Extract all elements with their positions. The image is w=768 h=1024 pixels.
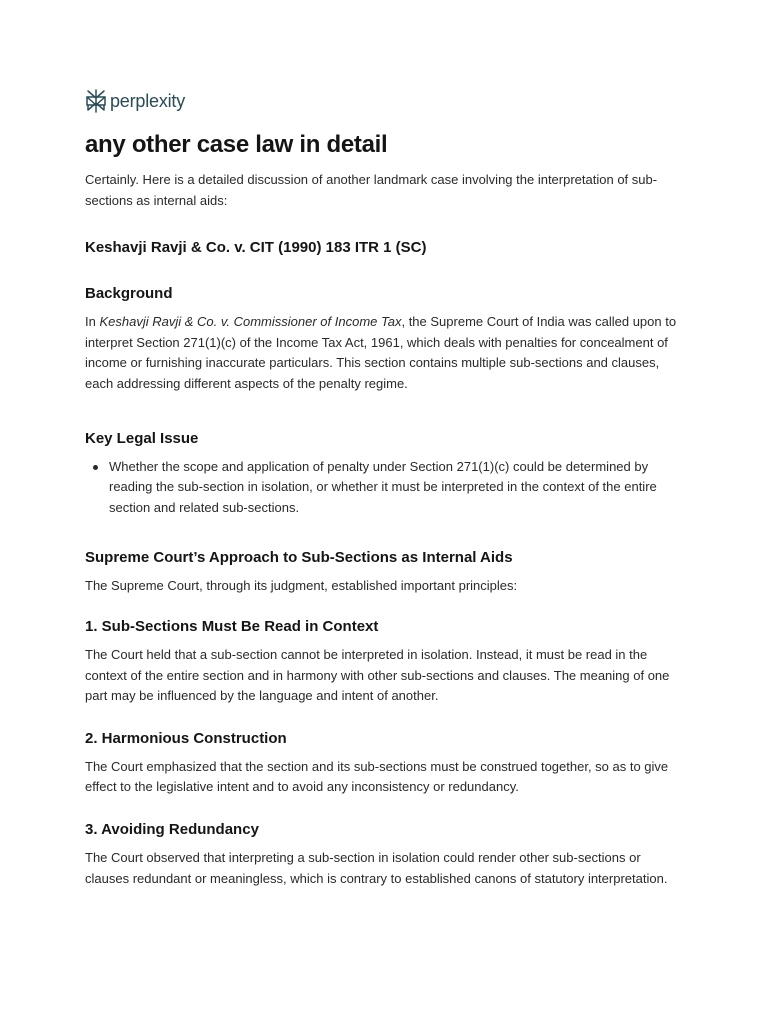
key-issue-heading: Key Legal Issue <box>85 429 199 447</box>
approach-paragraph: The Supreme Court, through its judgment, established important principles: <box>85 578 518 594</box>
principle-1-paragraph: The Court held that a sub-section cannot be interpreted in isolation. Instead, it must be read in the context of the entire section and in harmony with other sub-sections and clauses. The meaning of one part may be influenced by the language and intent of another. <box>85 646 670 704</box>
case-title: Keshavji Ravji & Co. v. CIT (1990) 183 ITR 1 (SC) <box>85 239 427 257</box>
bullet-dot <box>93 465 98 470</box>
key-issue-list <box>85 457 685 519</box>
background-lead: In <box>85 314 100 330</box>
background-paragraph <box>85 312 685 394</box>
principle-1-heading: 1. Sub-Sections Must Be Read in Context <box>85 617 379 635</box>
case-name-italic: Keshavji Ravji & Co. v. Commissioner of Income Tax <box>99 314 402 330</box>
principle-2-paragraph: The Court emphasized that the section and its sub-sections must be construed together, so as to give effect to the legislative intent and to avoid any inconsistency or redundancy. <box>85 758 669 795</box>
intro-paragraph: Certainly. Here is a detailed discussion of another landmark case involving the interpretation of sub-sections as internal aids: <box>85 172 658 208</box>
principle-2-heading: 2. Harmonious Construction <box>85 729 287 747</box>
document-page <box>85 88 685 889</box>
page-title: any other case law in detail <box>85 131 388 158</box>
perplexity-logo-icon <box>85 89 107 113</box>
principle-3-paragraph: The Court observed that interpreting a sub-section in isolation could render other sub-sections or clauses redundant or meaningless, which is contrary to established canons of statutory interpretation. <box>85 849 668 886</box>
principle-3-heading: 3. Avoiding Redundancy <box>85 820 259 838</box>
approach-heading: Supreme Court’s Approach to Sub-Sections as Internal Aids <box>85 549 513 567</box>
background-rest: , the Supreme Court of India was called upon to interpret Section 271(1)(c) of the Income Tax Act, 1961, which deals with penalties for concealment of income or furnishing inaccurate particulars. This section contains multiple sub-sections and clauses, each addressing different aspects of the penalty regime. <box>85 314 677 391</box>
list-item <box>85 457 685 519</box>
list-item-text: Whether the scope and application of penalty under Section 271(1)(c) could be determined by reading the sub-section in isolation, or whether it must be interpreted in the context of the entire section and related sub-sections. <box>109 458 657 515</box>
brand-name: perplexity <box>110 90 186 111</box>
brand-logo <box>85 88 685 114</box>
background-heading: Background <box>85 285 173 303</box>
